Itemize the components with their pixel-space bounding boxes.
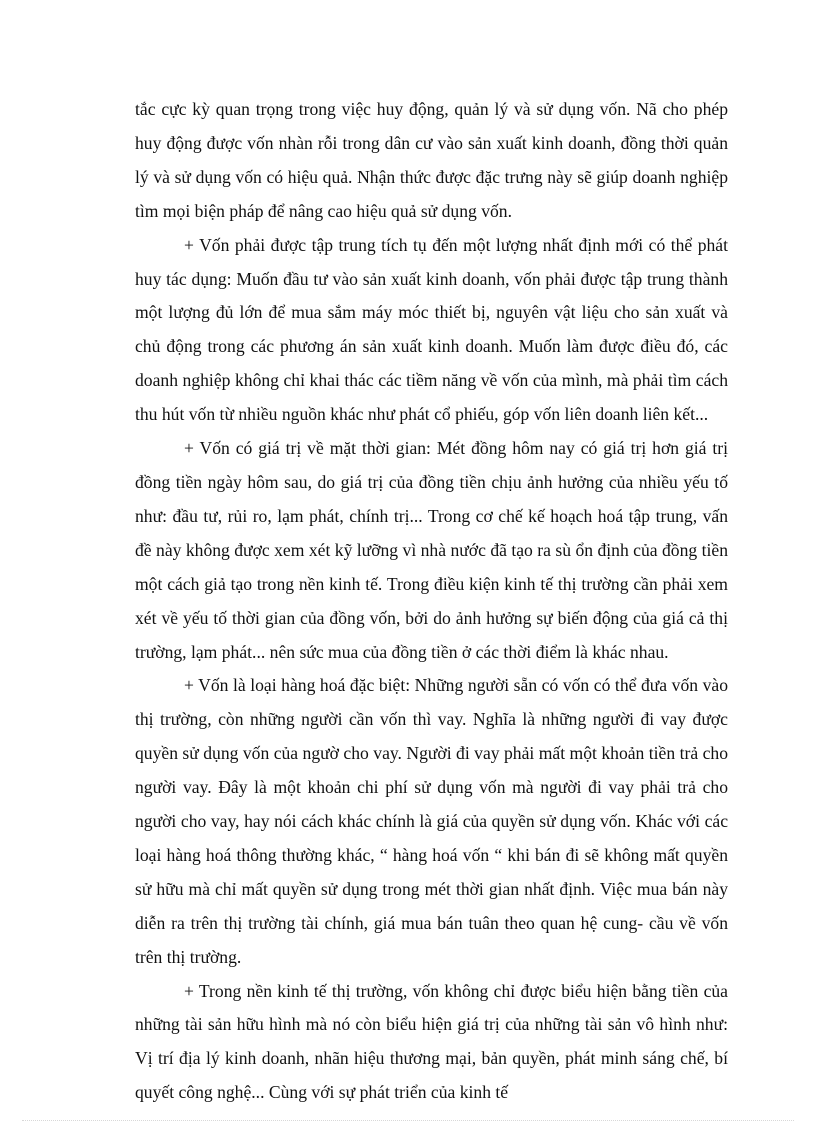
- paragraph-4: + Vốn là loại hàng hoá đặc biệt: Những người sẵn có vốn có thể đưa vốn vào thị trường, còn những người cần vốn thì vay. Nghĩa là những người đi vay được quyền sử dụng vốn của ngườ cho vay. Người đi vay phải mất một khoản tiền trả cho người vay. Đây là một khoản chi phí sử dụng vốn mà người đi vay phải trả cho người cho vay, hay nói cách khác chính là giá của quyền sử dụng vốn. Khác với các loại hàng hoá thông thường khác, “ hàng hoá vốn “ khi bán đi sẽ không mất quyền sử hữu mà chỉ mất quyền sử dụng trong mét thời gian nhất định. Việc mua bán này diễn ra trên thị trường tài chính, giá mua bán tuân theo quan hệ cung- cầu về vốn trên thị trường.: [135, 675, 728, 967]
- document-body: [135, 93, 728, 1110]
- paragraph-2: + Vốn phải được tập trung tích tụ đến một lượng nhất định mới có thể phát huy tác dụng: Muốn đầu tư vào sản xuất kinh doanh, vốn phải được tập trung thành một lượng đủ lớn để mua sắm máy móc thiết bị, nguyên vật liệu cho sản xuất và chủ động trong các phương án sản xuất kinh doanh. Muốn làm được điều đó, các doanh nghiệp không chỉ khai thác các tiềm năng về vốn của mình, mà phải tìm cách thu hút vốn từ nhiều nguồn khác như phát cổ phiếu, góp vốn liên doanh liên kết...: [135, 234, 728, 425]
- paragraph-1: tắc cực kỳ quan trọng trong việc huy động, quản lý và sử dụng vốn. Nã cho phép huy động được vốn nhàn rỗi trong dân cư vào sản xuất kinh doanh, đồng thời quản lý và sử dụng vốn có hiệu quả. Nhận thức được đặc trưng này sẽ giúp doanh nghiệp tìm mọi biện pháp để nâng cao hiệu quả sử dụng vốn.: [135, 99, 728, 221]
- paragraph-3: + Vốn có giá trị về mặt thời gian: Mét đồng hôm nay có giá trị hơn giá trị đồng tiền ngày hôm sau, do giá trị của đồng tiền chịu ảnh hưởng của nhiều yếu tố như: đầu tư, rủi ro, lạm phát, chính trị... Trong cơ chế kế hoạch hoá tập trung, vấn đề này không được xem xét kỹ lưỡng vì nhà nước đã tạo ra sù ổn định của đồng tiền một cách giả tạo trong nền kinh tế. Trong điều kiện kinh tế thị trường cần phải xem xét về yếu tố thời gian của đồng vốn, bởi do ảnh hưởng sự biến động của giá cả thị trường, lạm phát... nên sức mua của đồng tiền ở các thời điểm là khác nhau.: [135, 438, 728, 662]
- paragraph-5: + Trong nền kinh tế thị trường, vốn không chỉ được biểu hiện bằng tiền của những tài sản hữu hình mà nó còn biểu hiện giá trị của những tài sản vô hình như: Vị trí địa lý kinh doanh, nhãn hiệu thương mại, bản quyền, phát minh sáng chế, bí quyết công nghệ... Cùng với sự phát triển của kinh tế: [135, 980, 728, 1103]
- footer-divider: [22, 1120, 794, 1121]
